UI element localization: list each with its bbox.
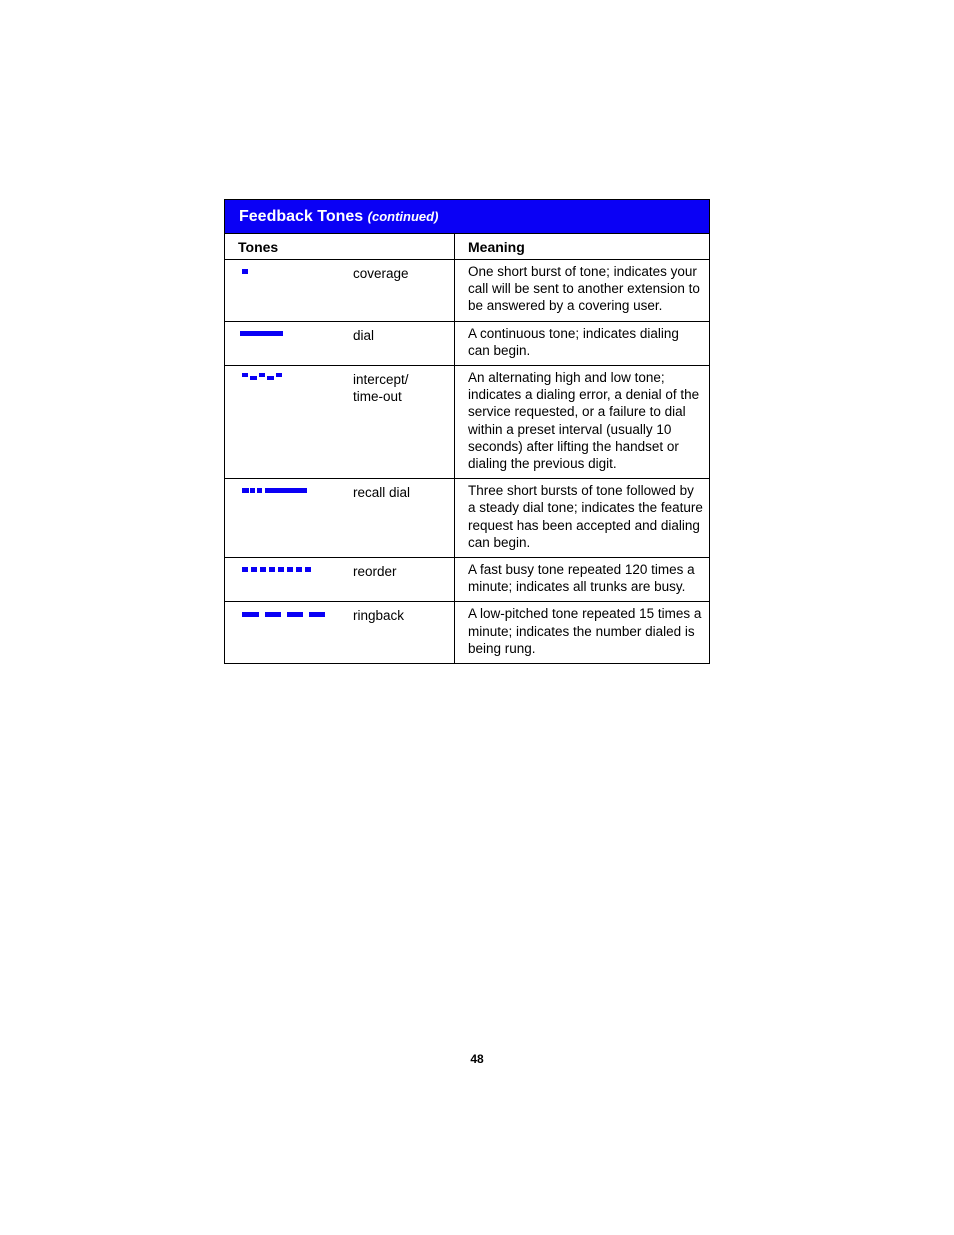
tone-name: dial	[353, 327, 375, 343]
tone-meaning: One short burst of tone; indicates your call will be sent to another extension to be answered by a covering user.	[455, 260, 710, 322]
tone-cell	[225, 479, 455, 558]
table-row	[225, 260, 710, 322]
fast-busy-icon	[225, 560, 339, 580]
three-bursts-then-steady-icon	[225, 481, 339, 501]
tone-name: coverage	[353, 266, 409, 281]
tone-cell	[225, 366, 455, 479]
tone-meaning: A low-pitched tone repeated 15 times a minute; indicates the number dialed is being rung.	[455, 602, 710, 664]
low-pitched-repeated-icon	[225, 604, 339, 624]
table-row	[225, 479, 710, 558]
feedback-tones-table	[224, 199, 710, 664]
table-title: Feedback Tones	[239, 207, 364, 225]
tone-name: intercept/ time-out	[353, 372, 409, 405]
table-row	[225, 366, 710, 479]
tone-name: recall dial	[353, 485, 411, 501]
tone-meaning: A continuous tone; indicates dialing can begin.	[455, 321, 710, 365]
table-row	[225, 558, 710, 602]
tone-name: ringback	[353, 608, 405, 624]
tone-cell	[225, 260, 455, 322]
single-short-burst-icon	[225, 262, 339, 282]
table-row	[225, 602, 710, 664]
alternating-high-low-icon	[225, 368, 339, 388]
tone-meaning: An alternating high and low tone; indicates a dialing error, a denial of the service requested, or a failure to dial within a preset interval (usually 10 seconds) after lifting the handset or dialing the previous digit.	[455, 366, 710, 479]
tone-cell	[225, 558, 455, 602]
continuous-tone-icon	[225, 324, 339, 344]
table-title-suffix: (continued)	[367, 208, 439, 224]
table-title-bar	[225, 200, 710, 234]
tone-cell	[225, 321, 455, 365]
tone-meaning: Three short bursts of tone followed by a steady dial tone; indicates the feature request has been accepted and dialing can begin.	[455, 479, 710, 558]
column-header-tones: Tones	[225, 234, 455, 260]
tone-meaning: A fast busy tone repeated 120 times a minute; indicates all trunks are busy.	[455, 558, 710, 602]
page-number: 48	[470, 1052, 484, 1066]
column-header-meaning: Meaning	[455, 234, 710, 260]
table-row	[225, 321, 710, 365]
tone-cell	[225, 602, 455, 664]
tone-name: reorder	[353, 564, 397, 580]
